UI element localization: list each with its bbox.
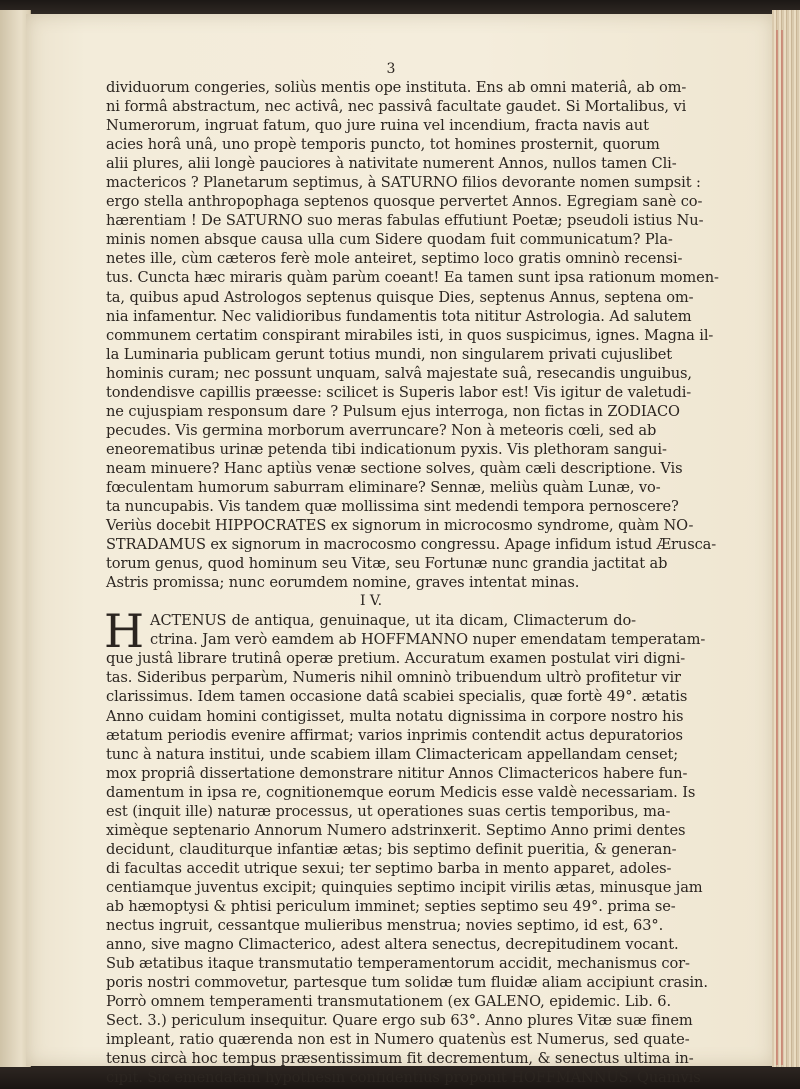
page-text — [104, 61, 719, 1087]
text-line: cipit. Sic emendatam hypothesin confidentiùs proponit HOFFMANNUS. Quamvis — [106, 1069, 701, 1087]
text-line: tas. Sideribus perparùm, Numeris nihil omninò tribuendum ultrò profitetur vir — [106, 669, 681, 687]
page-edge-red-rule — [781, 30, 783, 1065]
text-line: netes ille, cùm cæteros ferè mole anteiret, septimo loco gratis omninò recensi- — [106, 250, 683, 268]
text-line: la Luminaria publicam gerunt totius mundi, non singularem privati cujuslibet — [106, 345, 672, 363]
text-line: minis nomen absque causa ulla cum Sidere quodam fuit communicatum? Pla- — [106, 231, 673, 249]
text-line: alii plures, alii longè pauciores à nativitate numerent Annos, nullos tamen Cli- — [106, 155, 677, 173]
text-line: poris nostri commovetur, partesque tum solidæ tum fluidæ aliam accipiunt crasin. — [106, 974, 708, 992]
drop-cap: H — [104, 604, 145, 659]
text-line: centiamque juventus excipit; quinquies septimo incipit virilis ætas, minusque jam — [106, 878, 703, 896]
page-number: 3 — [386, 61, 396, 77]
paragraph-2 — [106, 649, 708, 1087]
text-line: pecudes. Vis germina morborum averruncare? Non à meteoris cœli, sed ab — [106, 421, 657, 439]
text-line: clarissimus. Idem tamen occasione datâ scabiei specialis, quæ fortè 49°. ætatis — [106, 688, 688, 706]
text-line: nia infamentur. Nec validioribus fundamentis tota nititur Astrologia. Ad salutem — [106, 307, 692, 325]
text-line: STRADAMUS ex signorum in macrocosmo congressu. Apage infidum istud Ærusca- — [106, 536, 717, 554]
text-line: ACTENUS de antiqua, genuinaque, ut ita dicam, Climacterum do- — [150, 612, 636, 630]
text-line: dividuorum congeries, soliùs mentis ope instituta. Ens ab omni materiâ, ab om- — [106, 79, 687, 96]
text-line: ætatum periodis evenire affirmat; varios inprimis contendit actus depuratorios — [106, 726, 683, 744]
text-line: Astris promissa; nunc eorumdem nomine, graves intentat minas. — [106, 574, 580, 592]
text-line: que justâ librare trutinâ operæ pretium. Accuratum examen postulat viri digni- — [106, 650, 686, 668]
text-line: ctrina. Jam verò eamdem ab HOFFMANNO nuper emendatam temperatam- — [150, 631, 706, 649]
text-line: ergo stella anthropophaga septenos quosque pervertet Annos. Egregiam sanè co- — [106, 193, 703, 211]
text-line: anno, sive magno Climacterico, adest altera senectus, decrepitudinem vocant. — [106, 936, 679, 954]
page-edge-red-rule — [776, 30, 778, 1065]
text-line: tenus circà hoc tempus præsentissimum fit decrementum, & senectus ultima in- — [106, 1050, 694, 1068]
text-line: tus. Cuncta hæc miraris quàm parùm coeant! Ea tamen sunt ipsa rationum momen- — [106, 269, 719, 287]
text-line: nectus ingruit, cessantque mulieribus menstrua; novies septimo, id est, 63°. — [106, 917, 664, 935]
paragraph-1 — [106, 78, 719, 592]
text-line: ni formâ abstractum, nec activâ, nec passivâ facultate gaudet. Si Mortalibus, vi — [106, 98, 687, 116]
text-line: Anno cuidam homini contigisset, multa notatu dignissima in corpore nostro his — [106, 707, 684, 725]
text-line: hominis curam; nec possunt unquam, salvâ majestate suâ, resecandis unguibus, — [106, 364, 692, 382]
text-line: mox propriâ dissertatione demonstrare nititur Annos Climactericos habere fun- — [106, 764, 688, 782]
text-line: eneorematibus urinæ petenda tibi indicationum pyxis. Vis plethoram sangui- — [106, 440, 667, 458]
text-line: tondendisve capillis præesse: scilicet is Superis labor est! Vis igitur de valetudi- — [106, 383, 692, 401]
text-line: Sub ætatibus itaque transmutatio temperamentorum accidit, mechanismus cor- — [106, 955, 690, 973]
text-line: decidunt, clauditurque infantiæ ætas; bis septimo definit pueritia, & generan- — [106, 840, 677, 858]
text-line: ta, quibus apud Astrologos septenus quisque Dies, septenus Annus, septena om- — [106, 288, 694, 306]
text-line: ximèque septenario Annorum Numero adstrinxerit. Septimo Anno primi dentes — [106, 821, 686, 839]
text-line: fœculentam humorum saburram eliminare? Sennæ, meliùs quàm Lunæ, vo- — [106, 478, 661, 496]
text-line: Numerorum, ingruat fatum, quo jure ruina vel incendium, fracta navis aut — [106, 117, 649, 135]
section-heading: I V. — [359, 593, 383, 610]
text-line: impleant, ratio quærenda non est in Numero quatenùs est Numerus, sed quate- — [106, 1031, 690, 1049]
text-line: ta nuncupabis. Vis tandem quæ mollissima sint medendi tempora pernoscere? — [106, 498, 679, 516]
text-line: acies horâ unâ, uno propè temporis puncto, tot homines prosternit, quorum — [106, 136, 660, 154]
text-line: est (inquit ille) naturæ processus, ut operationes suas certis temporibus, ma- — [106, 802, 671, 820]
text-line: ne cujuspiam responsum dare ? Pulsum ejus interroga, non fictas in ZODIACO — [106, 402, 680, 420]
text-line: tunc à natura institui, unde scabiem illam Climactericam appellandam censet; — [106, 745, 679, 763]
text-line: hærentiam ! De SATURNO suo meras fabulas effutiunt Poetæ; pseudoli istius Nu- — [106, 212, 704, 230]
text-line: Porrò omnem temperamenti transmutationem (ex GALENO, epidemic. Lib. 6. — [106, 993, 672, 1011]
text-line: Sect. 3.) periculum insequitur. Quare ergo sub 63°. Anno plures Vitæ suæ finem — [106, 1012, 693, 1030]
text-line: mactericos ? Planetarum septimus, à SATURNO filios devorante nomen sumpsit : — [106, 174, 701, 192]
text-line: damentum in ipsa re, cognitionemque eorum Medicis esse valdè necessariam. Is — [106, 783, 696, 801]
text-line: di facultas accedit utrique sexui; ter septimo barba in mento apparet, adoles- — [106, 859, 672, 877]
text-line: neam minuere? Hanc aptiùs venæ sectione solves, quàm cæli descriptione. Vis — [106, 459, 683, 477]
text-line: torum genus, quod hominum seu Vitæ, seu Fortunæ nunc grandia jactitat ab — [106, 555, 668, 573]
text-line: communem certatim conspirant mirabiles isti, in quos suspicimus, ignes. Magna il- — [106, 326, 714, 344]
text-line: Veriùs docebit HIPPOCRATES ex signorum in microcosmo syndrome, quàm NO- — [106, 517, 694, 535]
text-line: ab hæmoptysi & phtisi periculum imminet; septies septimo seu 49°. prima se- — [106, 897, 676, 915]
